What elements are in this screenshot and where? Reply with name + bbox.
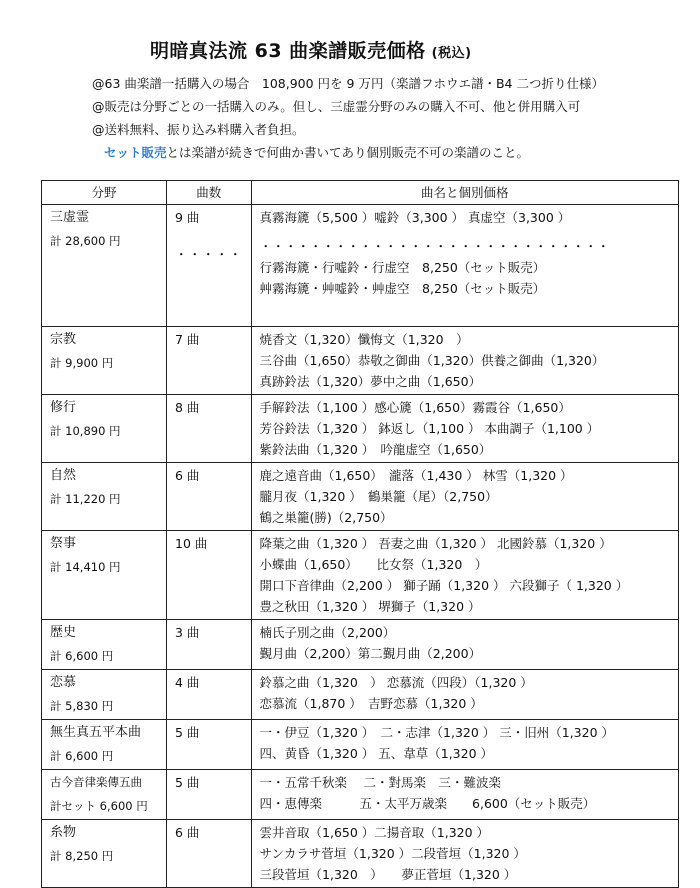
- category-cell: [42, 620, 167, 670]
- table-row: [42, 820, 679, 888]
- category-name: 修行: [50, 400, 77, 415]
- category-total: 計 28,600 円: [50, 234, 121, 248]
- pieces-cell: [251, 770, 678, 820]
- piece-count: 7 曲: [175, 332, 200, 347]
- category-total: 計 5,830 円: [50, 699, 114, 713]
- table-row: [42, 531, 679, 620]
- header-pieces: 曲名と個別価格: [251, 181, 678, 205]
- category-cell: [42, 395, 167, 463]
- category-name: 自然: [50, 468, 77, 483]
- piece-count: 5 曲: [175, 725, 200, 740]
- piece-line: 恋慕流（1,870 ） 吉野恋慕（1,320 ）: [259, 696, 483, 711]
- pieces-cell: [251, 670, 678, 720]
- document-title: [150, 36, 472, 63]
- header-category: 分野: [42, 181, 167, 205]
- piece-count: 6 曲: [175, 825, 200, 840]
- note-set-sales: [92, 141, 604, 164]
- category-total: 計セット 6,600 円: [50, 799, 148, 813]
- table-header-row: [42, 181, 679, 205]
- piece-line: 豊之秋田（1,320 ） 堺獅子（1,320 ）: [259, 599, 481, 614]
- piece-line: 楠氏子別之曲（2,200）: [259, 625, 396, 640]
- category-name: 祭事: [50, 536, 77, 551]
- category-cell: [42, 820, 167, 888]
- piece-line: 真跡鈴法（1,320）夢中之曲（1,650）: [259, 374, 482, 389]
- piece-line: 雲井音取（1,650 ）二揚音取（1,320 ）: [259, 825, 490, 840]
- piece-line: 小蝶曲（1,650） 比女祭（1,320 ）: [259, 557, 488, 572]
- note-category-sales: @販売は分野ごとの一括購入のみ。但し、三虚霊分野のみの購入不可、他と併用購入可: [92, 99, 581, 114]
- piece-line: 覲月曲（2,200）第二覲月曲（2,200）: [259, 646, 482, 661]
- piece-line: 芳谷鈴法（1,320 ） 鉢返し（1,100 ） 本曲調子（1,100 ）: [259, 421, 600, 436]
- piece-line: 鈴慕之曲（1,320 ） 恋慕流（四段）（1,320 ）: [259, 675, 533, 690]
- pieces-cell: [251, 395, 678, 463]
- title-text: 明暗真法流 63 曲楽譜販売価格: [150, 40, 426, 62]
- pieces-cell: [251, 327, 678, 395]
- piece-line: 焼香文（1,320）懺悔文（1,320 ）: [259, 332, 469, 347]
- pieces-cell: [251, 205, 678, 327]
- category-cell: [42, 463, 167, 531]
- category-total: 計 6,600 円: [50, 649, 114, 663]
- piece-line: 手解鈴法（1,100 ）感心篪（1,650）霧霞谷（1,650）: [259, 400, 571, 415]
- category-cell: [42, 770, 167, 820]
- piece-line: サンカラサ菅垣（1,320 ）二段菅垣（1,320 ）: [259, 846, 526, 861]
- category-name: 三虚霊: [50, 210, 90, 225]
- header-count: 曲数: [167, 181, 252, 205]
- table-row: [42, 620, 679, 670]
- pieces-cell: [251, 463, 678, 531]
- category-cell: [42, 531, 167, 620]
- table-row: [42, 670, 679, 720]
- count-cell: [167, 327, 252, 395]
- category-name: 糸物: [50, 825, 77, 840]
- count-cell: [167, 205, 252, 327]
- piece-count: 3 曲: [175, 625, 200, 640]
- category-total: 計 10,890 円: [50, 424, 121, 438]
- count-cell: [167, 395, 252, 463]
- count-cell: [167, 670, 252, 720]
- piece-line: 行霧海篪・行嘘鈴・行虚空 8,250（セット販売）: [259, 260, 546, 275]
- table-row: [42, 395, 679, 463]
- piece-line: 一・伊豆（1,320 ） 二・志津（1,320 ） 三・旧州（1,320 ）: [259, 725, 615, 740]
- title-tax-note: (税込): [431, 46, 472, 61]
- category-name: 古今音律楽傳五曲: [50, 775, 142, 789]
- category-name: 歴史: [50, 625, 77, 640]
- count-cell: [167, 770, 252, 820]
- piece-line: 鶴之巣籠(勝)（2,750）: [259, 510, 393, 525]
- table-row: [42, 205, 679, 327]
- table-row: [42, 327, 679, 395]
- count-cell: [167, 463, 252, 531]
- category-total: 計 9,900 円: [50, 356, 114, 370]
- category-cell: [42, 720, 167, 770]
- category-cell: [42, 205, 167, 327]
- category-total: 計 11,220 円: [50, 492, 121, 506]
- pieces-cell: [251, 531, 678, 620]
- price-table: [41, 180, 679, 888]
- piece-line: 降葉之曲（1,320 ） 吾妻之曲（1,320 ） 北國鈴慕（1,320 ）: [259, 536, 612, 551]
- piece-line: 一・五常千秋楽 二・對馬楽 三・難波楽: [259, 775, 501, 790]
- pieces-cell: [251, 720, 678, 770]
- set-sales-explanation: とは楽譜が続きで何曲か書いてあり個別販売不可の楽譜のこと。: [166, 145, 530, 160]
- piece-line: 朧月夜（1,320 ） 鶴巣籠（尾）（2,750）: [259, 489, 498, 504]
- pieces-cell: [251, 820, 678, 888]
- table-row: [42, 770, 679, 820]
- count-cell: [167, 720, 252, 770]
- piece-line: 真霧海篪（5,500 ）嘘鈴（3,300 ） 真虚空（3,300 ）: [259, 210, 571, 225]
- piece-line: 四、黄昏（1,320 ） 五、韋草（1,320 ）: [259, 746, 494, 761]
- table-row: [42, 720, 679, 770]
- piece-line: 三段菅垣（1,320 ） 夢正菅垣（1,320 ）: [259, 867, 517, 882]
- notes-section: [92, 72, 604, 164]
- piece-line: 三谷曲（1,650）恭敬之御曲（1,320）供養之御曲（1,320）: [259, 353, 605, 368]
- category-total: 計 8,250 円: [50, 849, 114, 863]
- count-dots: ・・・・・: [175, 247, 243, 262]
- piece-count: 10 曲: [175, 536, 208, 551]
- category-total: 計 14,410 円: [50, 560, 121, 574]
- table-row: [42, 463, 679, 531]
- piece-count: 4 曲: [175, 675, 200, 690]
- category-cell: [42, 327, 167, 395]
- piece-count: 8 曲: [175, 400, 200, 415]
- set-sales-highlight: セット販売: [104, 145, 167, 160]
- category-total: 計 6,600 円: [50, 749, 114, 763]
- pieces-cell: [251, 620, 678, 670]
- category-name: 無生真五平本曲: [50, 725, 142, 740]
- category-name: 宗教: [50, 332, 77, 347]
- count-cell: [167, 820, 252, 888]
- note-bulk-purchase: @63 曲楽譜一括購入の場合 108,900 円を 9 万円（楽譜フホウエ譜・B4 二つ折り仕様）: [92, 76, 604, 91]
- category-cell: [42, 670, 167, 720]
- piece-count: 5 曲: [175, 775, 200, 790]
- piece-count: 6 曲: [175, 468, 200, 483]
- piece-line: 開口下音律曲（2,200 ） 獅子踊（1,320 ） 六段獅子（ 1,320 ）: [259, 578, 629, 593]
- piece-line: 艸霧海篪・艸嘘鈴・艸虚空 8,250（セット販売）: [259, 281, 546, 296]
- note-shipping: @送料無料、振り込み料購入者負担。: [92, 122, 305, 137]
- piece-line: 鹿之遠音曲（1,650） 瀧落（1,430 ） 林雪（1,320 ）: [259, 468, 573, 483]
- count-cell: [167, 620, 252, 670]
- category-name: 恋慕: [50, 675, 77, 690]
- dotted-separator: ・・・・・・・・・・・・・・・・・・・・・・・・・・・・: [259, 239, 610, 254]
- piece-line: 紫鈴法曲（1,320 ） 吟龍虚空（1,650）: [259, 442, 492, 457]
- count-cell: [167, 531, 252, 620]
- piece-count: 9 曲: [175, 210, 200, 225]
- line-spacer: [260, 228, 670, 236]
- piece-line: 四・恵傳楽 五・太平万歳楽 6,600（セット販売）: [259, 796, 596, 811]
